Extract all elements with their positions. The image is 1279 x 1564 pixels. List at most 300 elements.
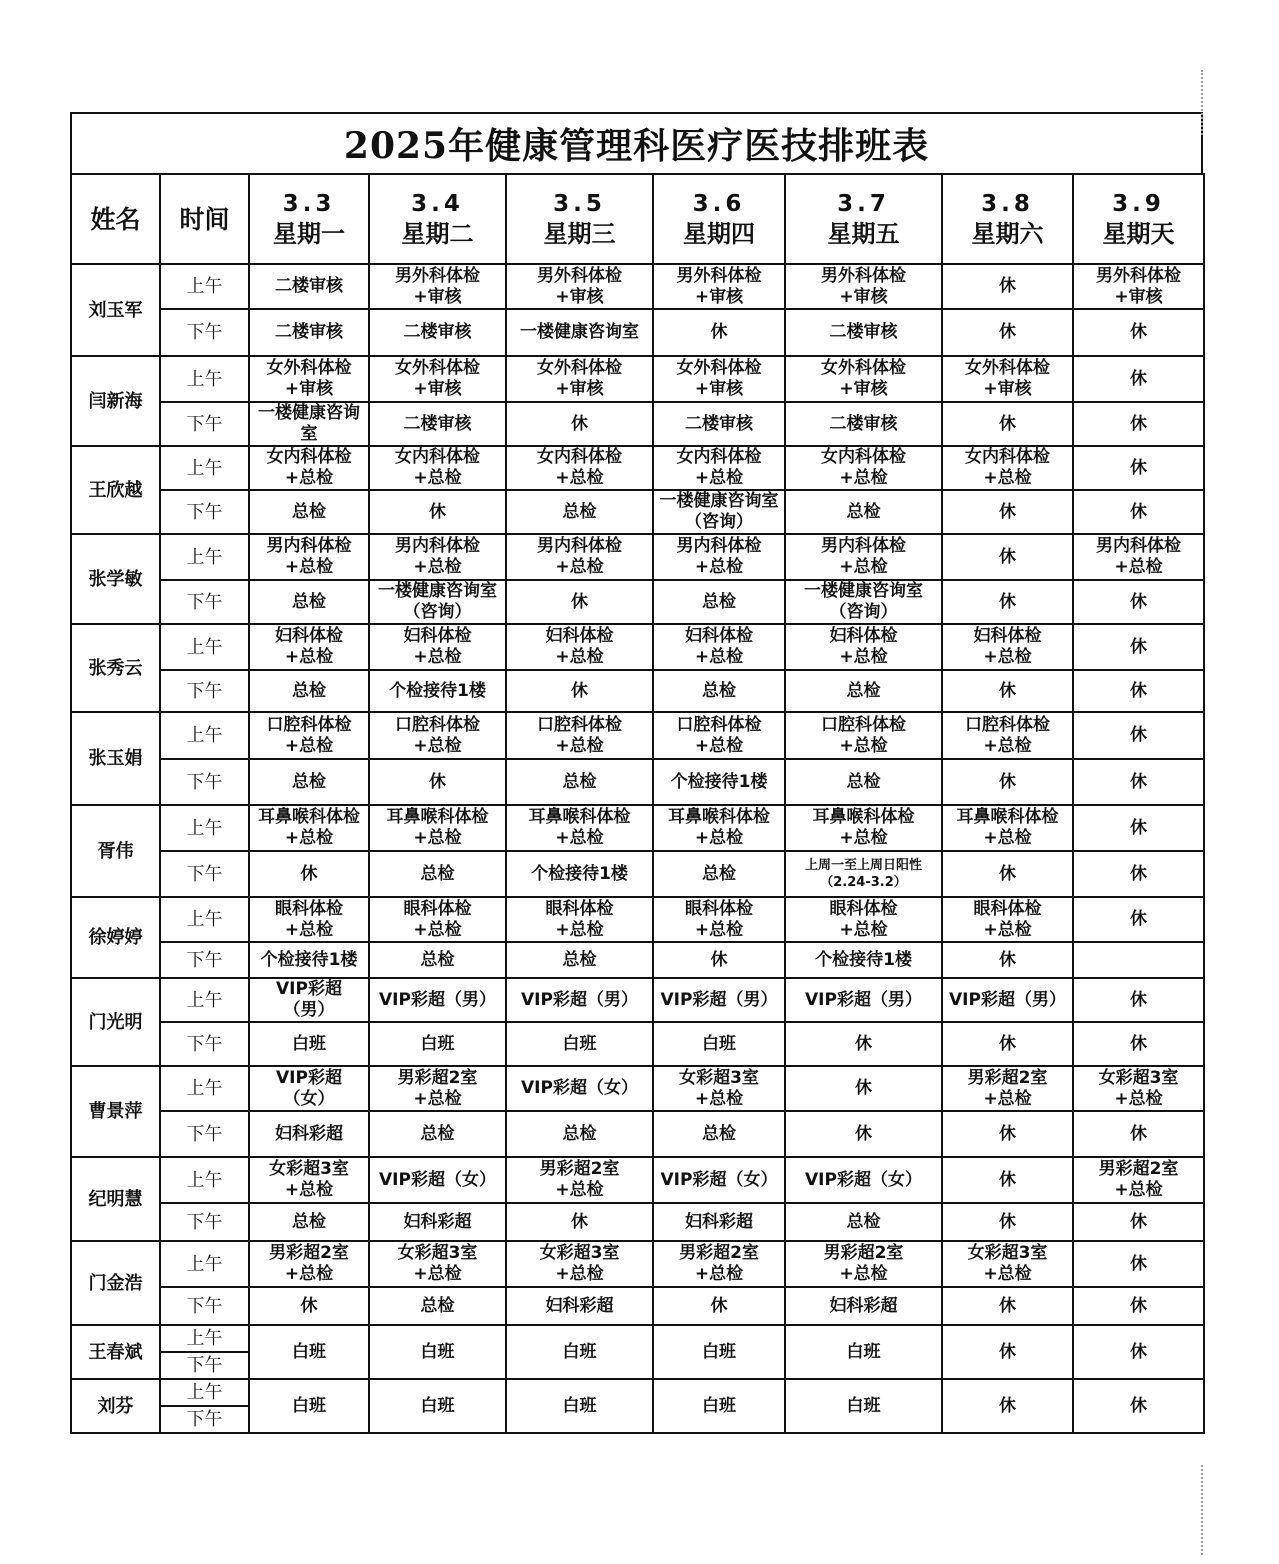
shift-text: 眼科体检 +总检: [685, 898, 753, 940]
shift-text: 休: [999, 949, 1016, 970]
shift-cell: [942, 942, 1073, 978]
staff-name: 张玉娟: [71, 712, 160, 805]
shift-cell: [653, 1287, 785, 1325]
shift-cell: [369, 1157, 506, 1203]
shift-text: 总检: [292, 1211, 326, 1232]
shift-cell: [249, 897, 369, 942]
shift-text: 男彩超2室 +总检: [1098, 1159, 1179, 1200]
day-date: 3.4: [411, 191, 464, 217]
shift-text: 休: [571, 680, 588, 701]
shift-text: 休: [1130, 501, 1147, 522]
shift-text: 一楼健康咨询室 （咨询）: [378, 581, 497, 622]
shift-text: 总检: [702, 591, 736, 612]
staff-pm-row: [71, 851, 1204, 897]
shift-text: 白班: [702, 1341, 736, 1362]
shift-cell: [785, 1379, 942, 1433]
shift-cell: [1073, 356, 1204, 402]
shift-cell: [369, 402, 506, 446]
shift-text: 休: [571, 591, 588, 612]
staff-am-row: [71, 1325, 1204, 1352]
shift-text: 口腔科体检 +总检: [395, 714, 480, 756]
shift-text: 男内科体检 +总检: [1096, 536, 1181, 577]
day-weekday: 星期五: [827, 220, 900, 248]
shift-text: 二楼审核: [829, 413, 898, 434]
shift-text: 妇科体检 +总检: [685, 626, 753, 667]
shift-text: 休: [1130, 725, 1147, 745]
shift-cell: [506, 1325, 653, 1379]
shift-cell: [249, 580, 369, 624]
shift-cell: [249, 978, 369, 1022]
shift-text: 总检: [562, 949, 597, 970]
shift-text: 休: [429, 501, 446, 522]
staff-name: 门金浩: [71, 1241, 160, 1325]
shift-cell: [653, 805, 785, 851]
time-am: 上午: [160, 446, 249, 490]
schedule-table: [70, 173, 1205, 1434]
shift-text: 一楼健康咨询室 （咨询）: [659, 491, 779, 532]
shift-cell: [785, 1022, 942, 1066]
shift-cell: [653, 942, 785, 978]
shift-text: 休: [1130, 817, 1147, 838]
shift-cell: [942, 759, 1073, 805]
shift-cell: [785, 805, 942, 851]
shift-cell: [942, 264, 1073, 309]
shift-cell: [785, 759, 942, 805]
shift-cell: [1073, 624, 1204, 670]
day-header: [369, 174, 506, 264]
shift-text: 妇科体检 +总检: [973, 626, 1042, 667]
shift-cell: [785, 1241, 942, 1287]
shift-text: 男内科体检 +总检: [266, 536, 352, 577]
shift-cell: [369, 1241, 506, 1287]
shift-cell: [785, 446, 942, 490]
shift-cell: [249, 1157, 369, 1203]
shift-text: 妇科体检 +总检: [403, 626, 472, 667]
shift-text: 休: [855, 1078, 872, 1098]
shift-text: 休: [1130, 413, 1147, 434]
shift-cell: [369, 942, 506, 978]
staff-pm-row: [71, 1287, 1204, 1325]
shift-text: 妇科体检 +总检: [545, 626, 614, 667]
shift-cell: [249, 1111, 369, 1157]
shift-cell: [249, 624, 369, 670]
shift-text: 一楼健康咨询室: [520, 322, 639, 342]
staff-name: 王欣越: [71, 446, 160, 534]
shift-text: 休: [1130, 680, 1147, 701]
shift-text: VIP彩超（男）: [660, 989, 778, 1010]
shift-cell: [653, 624, 785, 670]
shift-cell: [506, 978, 653, 1022]
shift-cell: [942, 670, 1073, 712]
staff-am-row: [71, 978, 1204, 1022]
shift-text: 休: [999, 1395, 1016, 1416]
shift-cell: [249, 264, 369, 309]
shift-cell: [506, 1241, 653, 1287]
time-am: 上午: [160, 978, 249, 1022]
shift-text: 休: [999, 680, 1016, 701]
shift-cell: [1073, 1241, 1204, 1287]
schedule-title: 2025年健康管理科医疗医技排班表: [70, 112, 1203, 173]
time-pm: 下午: [160, 1022, 249, 1066]
time-am: 上午: [160, 805, 249, 851]
shift-text: 总检: [292, 591, 326, 612]
shift-cell: [369, 1022, 506, 1066]
staff-name: 曹景萍: [71, 1066, 160, 1157]
shift-cell: [653, 309, 785, 356]
shift-text: 二楼审核: [403, 322, 472, 342]
staff-am-row: [71, 534, 1204, 580]
name-column-header: 姓名: [71, 174, 160, 264]
shift-text: 白班: [420, 1033, 455, 1054]
shift-text: 总检: [562, 1123, 597, 1144]
shift-cell: [249, 1325, 369, 1379]
shift-cell: [249, 712, 369, 759]
shift-cell: [1073, 978, 1204, 1022]
time-pm: 下午: [160, 1287, 249, 1325]
staff-name: 张学敏: [71, 534, 160, 624]
shift-cell: [506, 309, 653, 356]
shift-text: 个检接待1楼: [260, 949, 358, 970]
shift-text: VIP彩超（女）: [521, 1078, 638, 1098]
shift-cell: [369, 1111, 506, 1157]
shift-text: 男外科体检 +审核: [395, 265, 480, 307]
shift-cell: [942, 624, 1073, 670]
shift-text: 眼科体检 +总检: [275, 898, 343, 940]
shift-cell: [506, 446, 653, 490]
shift-cell: [785, 402, 942, 446]
shift-cell: [506, 1111, 653, 1157]
time-pm: 下午: [160, 490, 249, 534]
day-date: 3.5: [553, 191, 606, 217]
shift-cell: [369, 978, 506, 1022]
shift-cell: [653, 759, 785, 805]
shift-cell: [506, 759, 653, 805]
shift-text: 总检: [420, 949, 455, 970]
shift-text: 休: [999, 276, 1016, 296]
shift-text: 休: [999, 501, 1016, 522]
day-weekday: 星期二: [401, 220, 474, 248]
shift-cell: [942, 1325, 1073, 1379]
shift-text: 二楼审核: [275, 276, 343, 296]
shift-cell: [369, 759, 506, 805]
day-weekday: 星期天: [1102, 220, 1175, 248]
shift-text: 男彩超2室 +总检: [679, 1243, 759, 1284]
time-pm: 下午: [160, 851, 249, 897]
shift-text: 休: [1130, 1253, 1147, 1274]
staff-pm-row: [71, 1203, 1204, 1241]
shift-cell: [249, 1066, 369, 1111]
shift-cell: [369, 712, 506, 759]
shift-text: 二楼审核: [403, 413, 472, 434]
day-weekday: 星期三: [543, 220, 616, 248]
shift-cell: [1073, 1287, 1204, 1325]
shift-text: VIP彩超（男）: [521, 989, 638, 1010]
shift-cell: [369, 580, 506, 624]
shift-cell: [653, 446, 785, 490]
shift-text: 总检: [562, 771, 597, 792]
shift-cell: [369, 1379, 506, 1433]
shift-cell: [785, 309, 942, 356]
shift-text: 休: [1130, 322, 1147, 342]
shift-cell: [785, 1066, 942, 1111]
shift-cell: [249, 942, 369, 978]
shift-text: 休: [710, 322, 728, 342]
schedule-body: [71, 264, 1204, 1433]
staff-name: 闫新海: [71, 356, 160, 446]
staff-pm-row: [71, 1022, 1204, 1066]
shift-text: 妇科彩超: [403, 1211, 472, 1232]
shift-cell: [785, 1111, 942, 1157]
shift-cell: [1073, 759, 1204, 805]
shift-cell: [249, 759, 369, 805]
schedule-sheet: [70, 112, 1203, 1434]
shift-cell: [942, 1111, 1073, 1157]
shift-text: 休: [999, 413, 1016, 434]
shift-text: 男外科体检 +审核: [821, 265, 906, 307]
shift-text: 休: [710, 1295, 728, 1316]
staff-name: 纪明慧: [71, 1157, 160, 1241]
shift-cell: [1073, 446, 1204, 490]
shift-cell: [942, 580, 1073, 624]
day-header: [506, 174, 653, 264]
shift-text: 休: [1130, 1395, 1147, 1416]
shift-text: 男彩超2室 +总检: [823, 1243, 904, 1284]
shift-text: 休: [710, 949, 728, 970]
day-header: [1073, 174, 1204, 264]
shift-text: 眼科体检 +总检: [403, 898, 472, 940]
shift-cell: [653, 1157, 785, 1203]
shift-text: 口腔科体检 +总检: [821, 714, 906, 756]
shift-text: 男内科体检 +总检: [537, 536, 622, 577]
shift-cell: [653, 264, 785, 309]
shift-cell: [942, 356, 1073, 402]
scan-edge-marks: [1201, 1465, 1205, 1555]
shift-cell: [1073, 805, 1204, 851]
shift-text: 休: [1130, 1295, 1147, 1316]
time-am: 上午: [160, 356, 249, 402]
shift-cell: [653, 356, 785, 402]
shift-text: 休: [1130, 1211, 1147, 1232]
shift-text: 女彩超3室 +总检: [1098, 1067, 1179, 1109]
shift-cell: [369, 356, 506, 402]
shift-text: 总检: [292, 501, 326, 522]
shift-cell: [369, 534, 506, 580]
shift-cell: [653, 1066, 785, 1111]
day-weekday: 星期六: [971, 220, 1044, 248]
shift-text: 休: [1130, 1341, 1147, 1362]
shift-text: 口腔科体检 +总检: [537, 714, 622, 756]
shift-cell: [506, 580, 653, 624]
shift-text: 耳鼻喉科体检 +总检: [956, 807, 1059, 848]
shift-text: 总检: [846, 501, 881, 522]
shift-text: 女彩超3室 +总检: [539, 1243, 620, 1284]
shift-text: 总检: [702, 680, 736, 701]
shift-cell: [369, 670, 506, 712]
shift-cell: [1073, 264, 1204, 309]
shift-text: 女彩超3室 +总检: [397, 1243, 478, 1284]
shift-cell: [785, 580, 942, 624]
shift-text: 妇科彩超: [275, 1123, 343, 1144]
shift-text: 休: [855, 1123, 872, 1144]
shift-cell: [942, 1203, 1073, 1241]
shift-cell: [653, 978, 785, 1022]
shift-text: VIP彩超（女）: [660, 1169, 778, 1190]
shift-cell: [369, 897, 506, 942]
time-am: 上午: [160, 712, 249, 759]
shift-cell: [653, 580, 785, 624]
shift-text: 总检: [846, 680, 881, 701]
shift-text: 休: [429, 771, 446, 792]
shift-text: VIP彩超（男）: [949, 989, 1066, 1010]
shift-text: 男内科体检 +总检: [676, 536, 762, 577]
shift-text: 休: [855, 1033, 872, 1054]
shift-text: 休: [999, 322, 1016, 342]
shift-cell: [785, 712, 942, 759]
shift-text: 白班: [702, 1033, 736, 1054]
shift-text: 男彩超2室 +总检: [397, 1067, 478, 1109]
shift-cell: [942, 402, 1073, 446]
shift-text: 休: [1130, 863, 1147, 884]
shift-text: 白班: [292, 1033, 326, 1054]
shift-cell: [506, 1066, 653, 1111]
shift-text: VIP彩超（女）: [379, 1169, 496, 1190]
shift-cell: [369, 805, 506, 851]
time-pm: 下午: [160, 580, 249, 624]
shift-cell: [249, 356, 369, 402]
time-pm: 下午: [160, 402, 249, 446]
day-header: [942, 174, 1073, 264]
shift-text: 男外科体检 +审核: [676, 265, 762, 307]
staff-name: 刘芬: [71, 1379, 160, 1433]
shift-cell: [653, 534, 785, 580]
shift-text: 白班: [562, 1341, 597, 1362]
shift-text: 口腔科体检 +总检: [266, 714, 352, 756]
shift-cell: [249, 309, 369, 356]
shift-cell: [942, 897, 1073, 942]
shift-text: 女彩超3室 +总检: [679, 1067, 759, 1109]
shift-text: 休: [571, 413, 588, 434]
shift-text: 休: [300, 863, 318, 884]
shift-cell: [506, 1203, 653, 1241]
staff-am-row: [71, 897, 1204, 942]
shift-text: 女内科体检 +总检: [537, 447, 622, 488]
time-column-header: 时间: [160, 174, 249, 264]
shift-text: 眼科体检 +总检: [829, 898, 898, 940]
shift-cell: [249, 851, 369, 897]
shift-cell: [1073, 851, 1204, 897]
time-pm: 下午: [160, 1352, 249, 1379]
shift-cell: [785, 490, 942, 534]
shift-cell: [506, 1022, 653, 1066]
day-date: 3.9: [1112, 191, 1165, 217]
shift-cell: [942, 1379, 1073, 1433]
shift-cell: [249, 1287, 369, 1325]
time-am: 上午: [160, 1157, 249, 1203]
shift-text: VIP彩超（女）: [805, 1169, 922, 1190]
shift-cell: [942, 1157, 1073, 1203]
header-row: [71, 174, 1204, 264]
staff-pm-row: [71, 670, 1204, 712]
shift-text: 休: [1130, 591, 1147, 612]
shift-text: 白班: [420, 1341, 455, 1362]
shift-cell: [1073, 1325, 1204, 1379]
shift-cell: [1073, 1022, 1204, 1066]
day-date: 3.3: [282, 191, 336, 217]
shift-cell: [942, 309, 1073, 356]
shift-cell: [249, 1022, 369, 1066]
shift-text: 一楼健康咨询室 （咨询）: [804, 581, 923, 622]
shift-cell: [1073, 402, 1204, 446]
time-pm: 下午: [160, 309, 249, 356]
staff-pm-row: [71, 402, 1204, 446]
shift-cell: [942, 490, 1073, 534]
shift-text: 个检接待1楼: [531, 863, 628, 884]
shift-text: 总检: [420, 1295, 455, 1316]
shift-text: 休: [999, 863, 1016, 884]
day-date: 3.7: [837, 191, 890, 217]
shift-text: 女外科体检 +审核: [965, 358, 1050, 399]
staff-am-row: [71, 1241, 1204, 1287]
shift-cell: [506, 851, 653, 897]
staff-pm-row: [71, 580, 1204, 624]
shift-text: 休: [999, 546, 1016, 567]
shift-text: 白班: [846, 1395, 881, 1416]
shift-cell: [249, 402, 369, 446]
shift-cell: [1073, 942, 1204, 978]
shift-cell: [785, 897, 942, 942]
time-am: 上午: [160, 897, 249, 942]
day-header: [653, 174, 785, 264]
shift-cell: [942, 712, 1073, 759]
shift-cell: [1073, 1203, 1204, 1241]
shift-text: 女彩超3室 +总检: [269, 1159, 349, 1200]
shift-text: 休: [1130, 909, 1147, 929]
shift-cell: [506, 1157, 653, 1203]
shift-text: 总检: [846, 771, 881, 792]
shift-cell: [942, 1022, 1073, 1066]
shift-cell: [506, 942, 653, 978]
shift-text: 妇科彩超: [685, 1211, 753, 1232]
shift-cell: [942, 1066, 1073, 1111]
shift-cell: [942, 534, 1073, 580]
shift-cell: [1073, 712, 1204, 759]
shift-text: 耳鼻喉科体检 +总检: [528, 807, 631, 848]
shift-text: 女内科体检 +总检: [965, 447, 1050, 488]
time-am: 上午: [160, 1066, 249, 1111]
shift-cell: [249, 805, 369, 851]
shift-text: 一楼健康咨询 室: [258, 403, 360, 444]
shift-cell: [506, 897, 653, 942]
shift-text: 休: [999, 1295, 1016, 1316]
shift-text: 眼科体检 +总检: [545, 898, 614, 940]
shift-text: 休: [571, 1211, 588, 1232]
shift-text: 个检接待1楼: [815, 949, 912, 970]
shift-cell: [369, 1325, 506, 1379]
shift-text: 男内科体检 +总检: [395, 536, 480, 577]
shift-text: 休: [300, 1295, 318, 1316]
shift-cell: [506, 624, 653, 670]
staff-name: 门光明: [71, 978, 160, 1066]
shift-cell: [369, 264, 506, 309]
shift-text: 个检接待1楼: [389, 680, 486, 701]
shift-cell: [785, 942, 942, 978]
shift-text: 休: [999, 1123, 1016, 1144]
time-pm: 下午: [160, 670, 249, 712]
shift-cell: [1073, 1157, 1204, 1203]
shift-text: 休: [999, 1169, 1016, 1190]
day-weekday: 星期一: [273, 220, 345, 248]
shift-cell: [785, 534, 942, 580]
